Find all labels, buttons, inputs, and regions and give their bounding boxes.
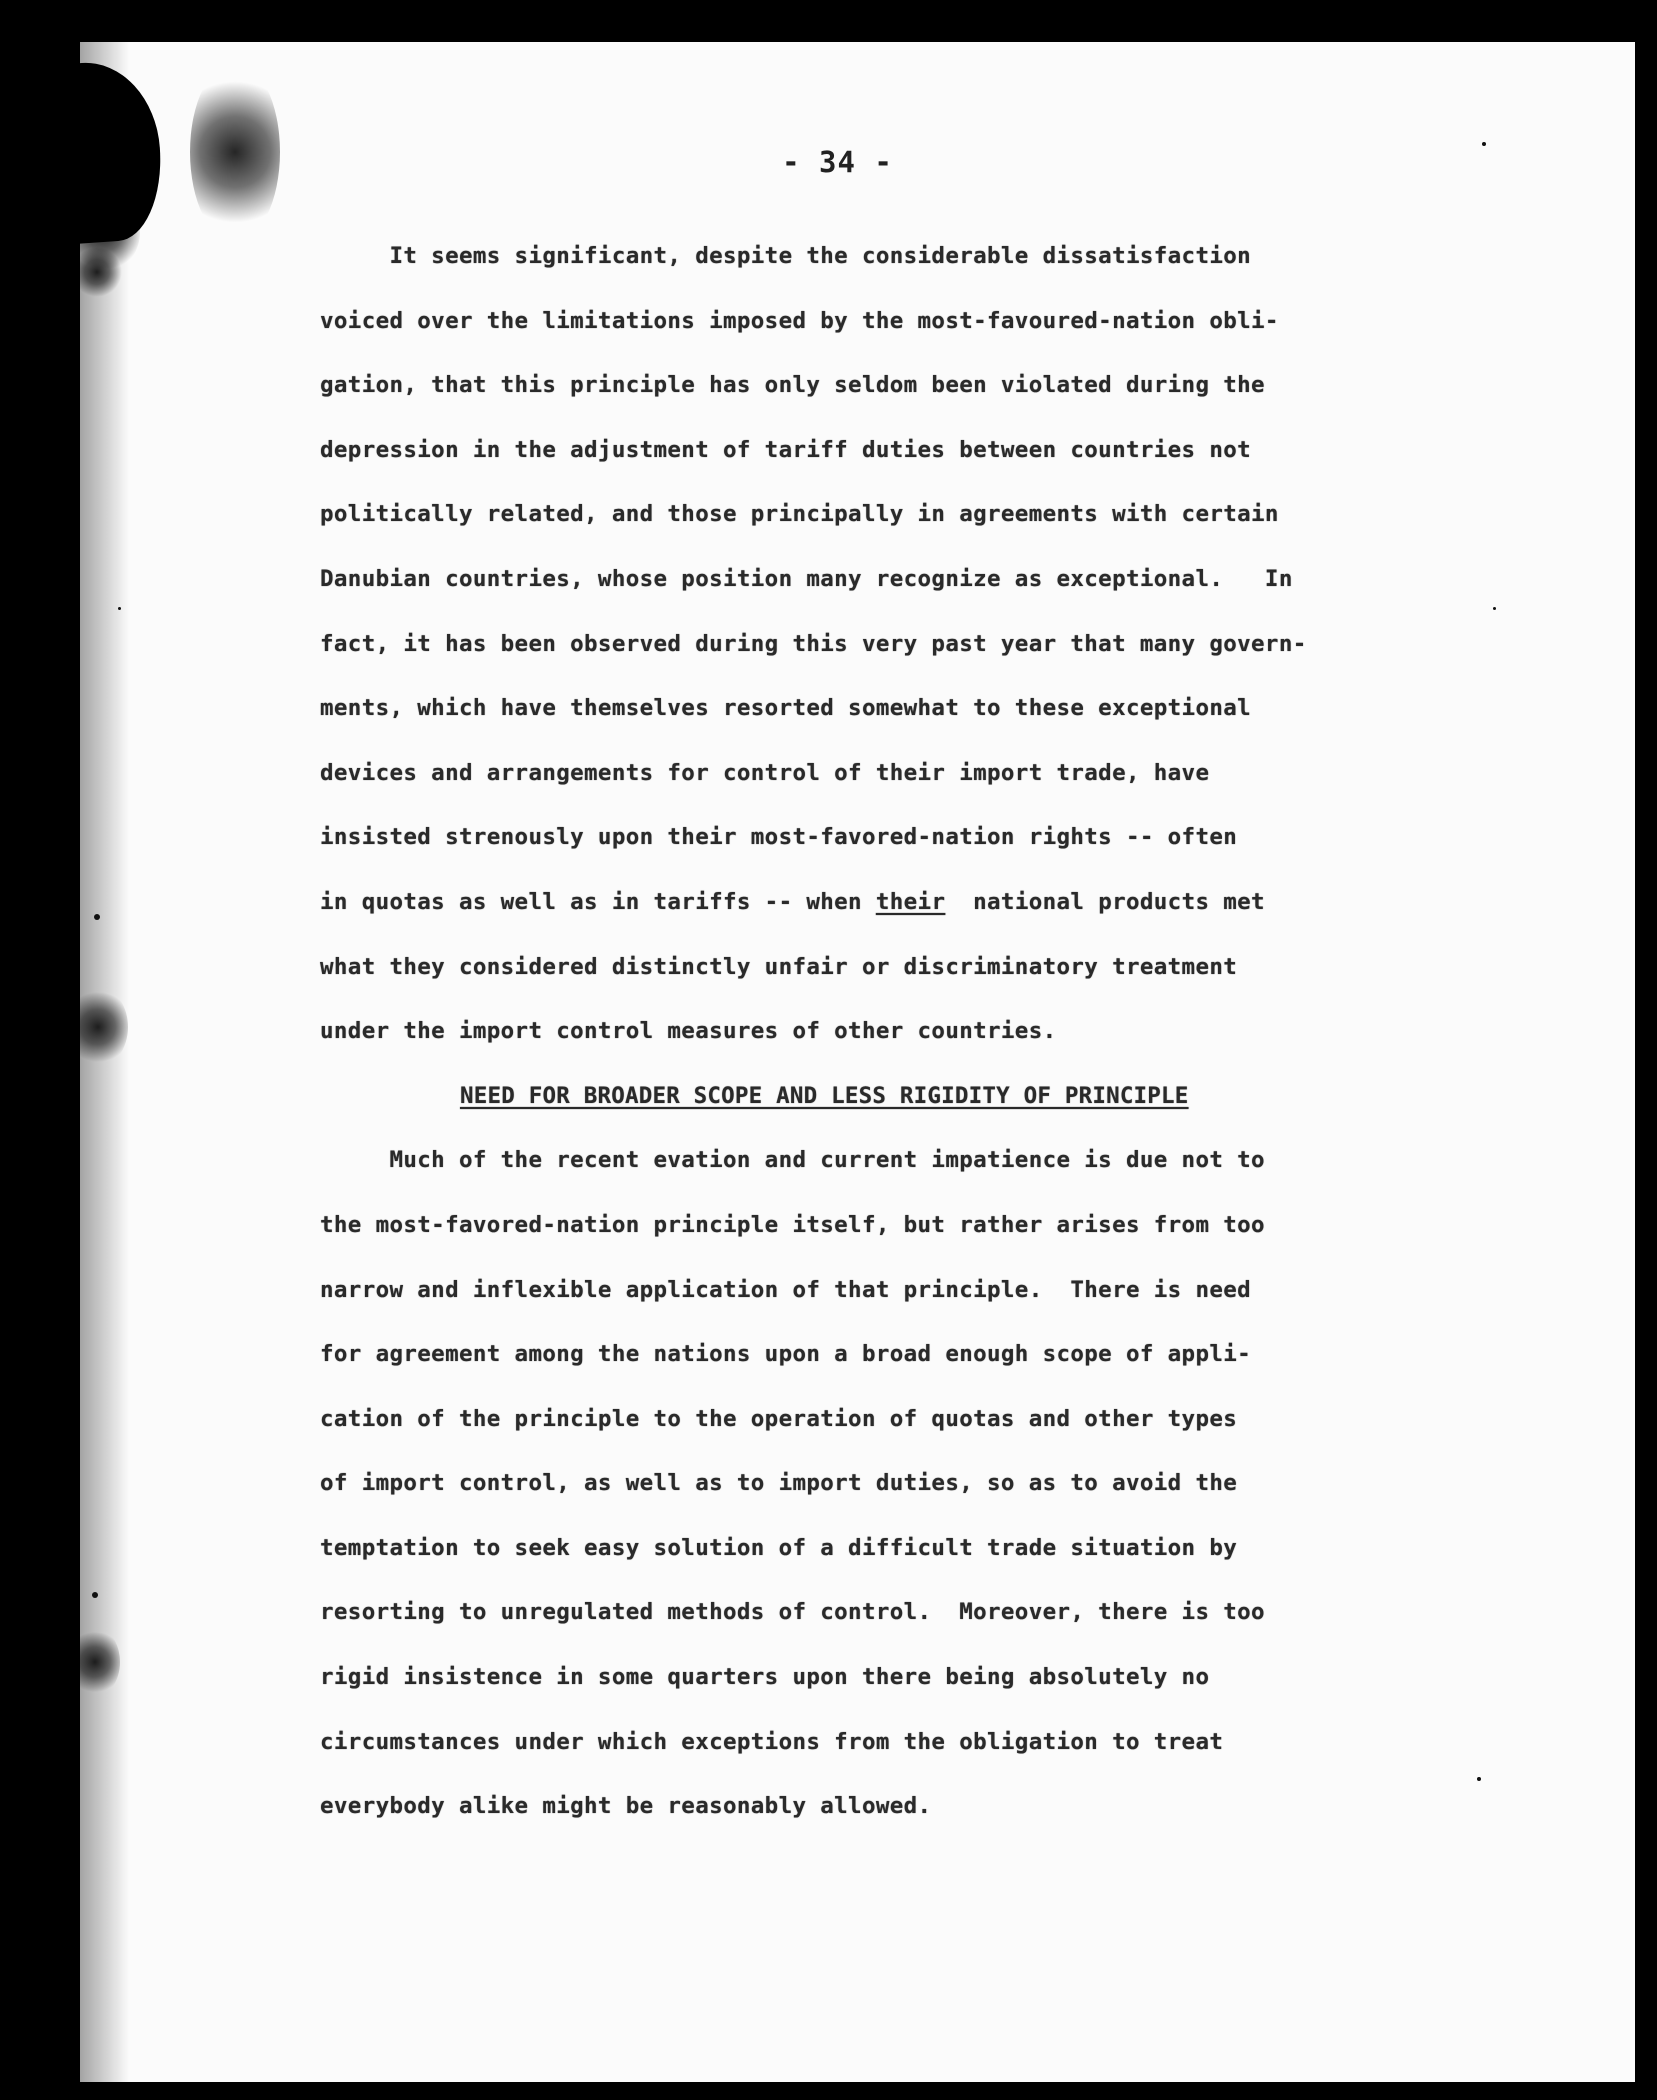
paragraph-1-line: insisted strenously upon their most-favored-nation rights -- often xyxy=(320,824,1238,851)
section-heading-text: NEED FOR BROADER SCOPE AND LESS RIGIDITY OF PRINCIPLE xyxy=(460,1082,1189,1109)
paragraph-2-line: rigid insistence in some quarters upon there being absolutely no xyxy=(320,1664,1210,1691)
paragraph-1-line: Danubian countries, whose position many recognize as exceptional. In xyxy=(320,565,1293,592)
paragraph-1-line: what they considered distinctly unfair or discriminatory treatment xyxy=(320,953,1238,980)
paragraph-1-line: under the import control measures of other countries. xyxy=(320,1018,1057,1045)
paragraph-1-line: depression in the adjustment of tariff duties between countries not xyxy=(320,436,1252,463)
speck xyxy=(118,607,121,610)
paragraph-2-line: the most-favored-nation principle itself, but rather arises from too xyxy=(320,1211,1265,1238)
paragraph-1-line: politically related, and those principally in agreements with certain xyxy=(320,501,1279,528)
paragraph-2-line: everybody alike might be reasonably allowed. xyxy=(320,1793,932,1820)
underlined-word: their xyxy=(875,888,946,915)
document-body xyxy=(320,224,1540,1839)
paragraph-1-line: voiced over the limitations imposed by the most-favoured-nation obli- xyxy=(320,307,1279,334)
paragraph-2-line: of import control, as well as to import duties, so as to avoid the xyxy=(320,1470,1238,1497)
paragraph-2-line: Much of the recent evation and current impatience is due not to xyxy=(320,1147,1265,1174)
speck xyxy=(94,914,100,920)
paragraph-1-line: ments, which have themselves resorted somewhat to these exceptional xyxy=(320,695,1252,722)
paragraph-1-line: gation, that this principle has only seldom been violated during the xyxy=(320,372,1265,399)
paragraph-1-line: fact, it has been observed during this very past year that many govern- xyxy=(320,630,1307,657)
page-number: - 34 - xyxy=(782,145,893,179)
speck xyxy=(92,1592,98,1598)
paragraph-2-line: narrow and inflexible application of that principle. There is need xyxy=(320,1276,1252,1303)
line-text: national products met xyxy=(945,888,1265,915)
paragraph-2-line: temptation to seek easy solution of a difficult trade situation by xyxy=(320,1534,1238,1561)
line-text: in quotas as well as in tariffs -- when xyxy=(320,888,876,915)
paragraph-2-line: cation of the principle to the operation of quotas and other types xyxy=(320,1405,1238,1432)
paragraph-2-line: circumstances under which exceptions from the obligation to treat xyxy=(320,1728,1224,1755)
paragraph-1-line: devices and arrangements for control of their import trade, have xyxy=(320,759,1210,786)
section-heading xyxy=(320,1064,1540,1129)
paragraph-2-line: for agreement among the nations upon a broad enough scope of appli- xyxy=(320,1341,1252,1368)
paragraph-1-line-emphasis xyxy=(320,870,1540,935)
paragraph-1-line: It seems significant, despite the considerable dissatisfaction xyxy=(320,243,1252,269)
paragraph-2-line: resorting to unregulated methods of control. Moreover, there is too xyxy=(320,1599,1265,1626)
document-page xyxy=(80,42,1635,2082)
